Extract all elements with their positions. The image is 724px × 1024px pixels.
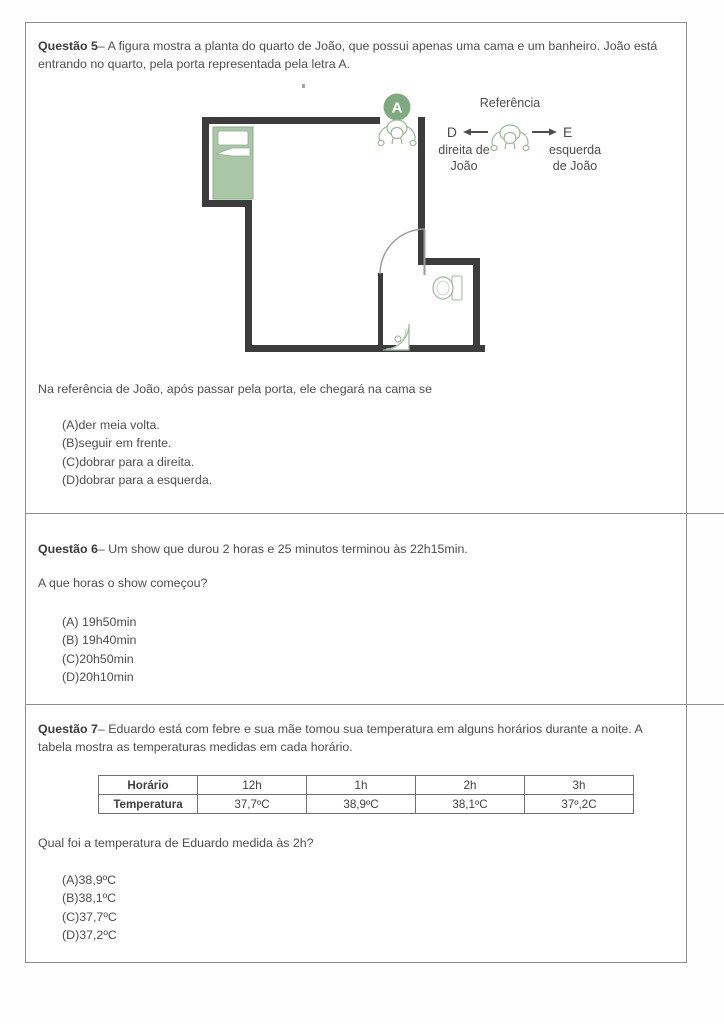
alt-key: (A) [62, 418, 79, 432]
person-at-door-icon [378, 120, 416, 146]
alt-key: (A) [62, 873, 79, 887]
bathroom-door-leaf [424, 229, 426, 275]
alt-text: 20h10min [79, 670, 134, 685]
alt-key: (D) [62, 928, 80, 943]
table-cell: 37,7ºC [198, 795, 307, 814]
question-6-dash: – [97, 542, 105, 556]
table-cell: 37º,2C [525, 795, 634, 814]
section-divider-q6-q7 [25, 704, 724, 705]
table-cell: 3h [525, 776, 634, 795]
question-6-sub: A que horas o show começou? [38, 576, 208, 590]
alt-text: 19h40min [81, 633, 137, 648]
question-7-label: Questão 7 [38, 722, 98, 736]
alt-item [62, 434, 462, 452]
alt-text: 37,7ºC [79, 909, 117, 924]
alt-item [62, 416, 462, 434]
alt-text: 38,9ºC [78, 873, 117, 887]
legend-right-line2: de João [552, 159, 598, 173]
question-7-sub: Qual foi a temperatura de Eduardo medida às 2h? [38, 836, 314, 850]
toilet-icon [433, 276, 462, 300]
alt-key: (C) [62, 651, 80, 666]
alt-text: seguir em frente. [78, 436, 172, 451]
alt-key: (D) [62, 670, 80, 685]
question-6-stem-text: Um show que durou 2 horas e 25 minutos terminou às 22h15min. [108, 542, 468, 556]
legend-right-letter: E [563, 124, 573, 140]
legend-left-letter: D [446, 124, 457, 140]
alt-item [62, 650, 462, 668]
alt-key: (A) [62, 615, 79, 629]
question-5-sub: Na referência de João, após passar pela porta, ele chegará na cama se [38, 382, 432, 396]
table-cell: 2h [416, 776, 525, 795]
alt-text: der meia volta. [78, 418, 160, 432]
table-cell: 1h [307, 776, 416, 795]
legend-title: Referência [479, 96, 541, 110]
alt-item [62, 871, 462, 889]
table-row-header: Temperatura [99, 795, 198, 814]
question-6-stem [38, 541, 676, 559]
alt-key: (B) [62, 633, 79, 648]
floorplan-figure [180, 88, 630, 378]
question-5-label: Questão 5 [38, 39, 98, 53]
alt-key: (B) [62, 436, 79, 451]
question-5-dash: – [97, 39, 105, 53]
question-7-stem [38, 721, 676, 756]
bed-icon [213, 127, 253, 199]
temperature-table [98, 775, 634, 814]
table-cell: 38,9ºC [307, 795, 416, 814]
table-row-header: Horário [99, 776, 198, 795]
question-5-stem-text: A figura mostra a planta do quarto de João, que possui apenas uma cama e um banheiro. João está entrando no quarto, pela porta representada pela letra A. [38, 39, 658, 71]
alt-item [62, 926, 462, 944]
alt-text: 20h50min [79, 651, 134, 666]
alt-text: dobrar para a esquerda. [79, 473, 213, 488]
alt-item [62, 668, 462, 686]
door-a-marker [384, 94, 411, 121]
alt-text: 19h50min [81, 615, 137, 629]
bathroom-partition [378, 273, 383, 352]
legend-right-arrow-icon [532, 129, 557, 136]
alt-item [62, 613, 462, 631]
question-6-alternatives [62, 613, 462, 687]
legend-right-line1: esquerda [548, 143, 602, 157]
alt-item [62, 908, 462, 926]
section-divider-q5-q6 [25, 513, 724, 514]
alt-text: 38,1ºC [78, 891, 117, 906]
alt-item [62, 453, 462, 471]
table-row [99, 776, 634, 795]
alt-text: 37,2ºC [79, 928, 117, 943]
question-7-dash: – [97, 722, 105, 736]
legend-left-arrow-icon [463, 129, 488, 136]
question-7-alternatives [62, 871, 462, 945]
alt-item [62, 889, 462, 907]
alt-key: (C) [62, 909, 80, 924]
alt-text: dobrar para a direita. [79, 454, 195, 469]
table-cell: 38,1ºC [416, 795, 525, 814]
alt-key: (C) [62, 454, 80, 469]
legend-left-line2: João [450, 159, 478, 173]
question-6-label: Questão 6 [38, 542, 98, 556]
alt-item [62, 471, 462, 489]
table-row [99, 795, 634, 814]
legend-person-icon [491, 125, 529, 151]
alt-key: (B) [62, 891, 79, 906]
door-a-letter: A [391, 99, 403, 117]
alt-item [62, 631, 462, 649]
question-5-alternatives [62, 416, 462, 490]
question-7-stem-text: Eduardo está com febre e sua mãe tomou sua temperatura em alguns horários durante a noite. A tabela mostra as temperaturas medidas em cada horário. [38, 722, 643, 754]
question-5-stem [38, 38, 676, 73]
table-cell: 12h [198, 776, 307, 795]
legend-left-line1: direita de [438, 143, 490, 157]
alt-key: (D) [62, 473, 80, 488]
